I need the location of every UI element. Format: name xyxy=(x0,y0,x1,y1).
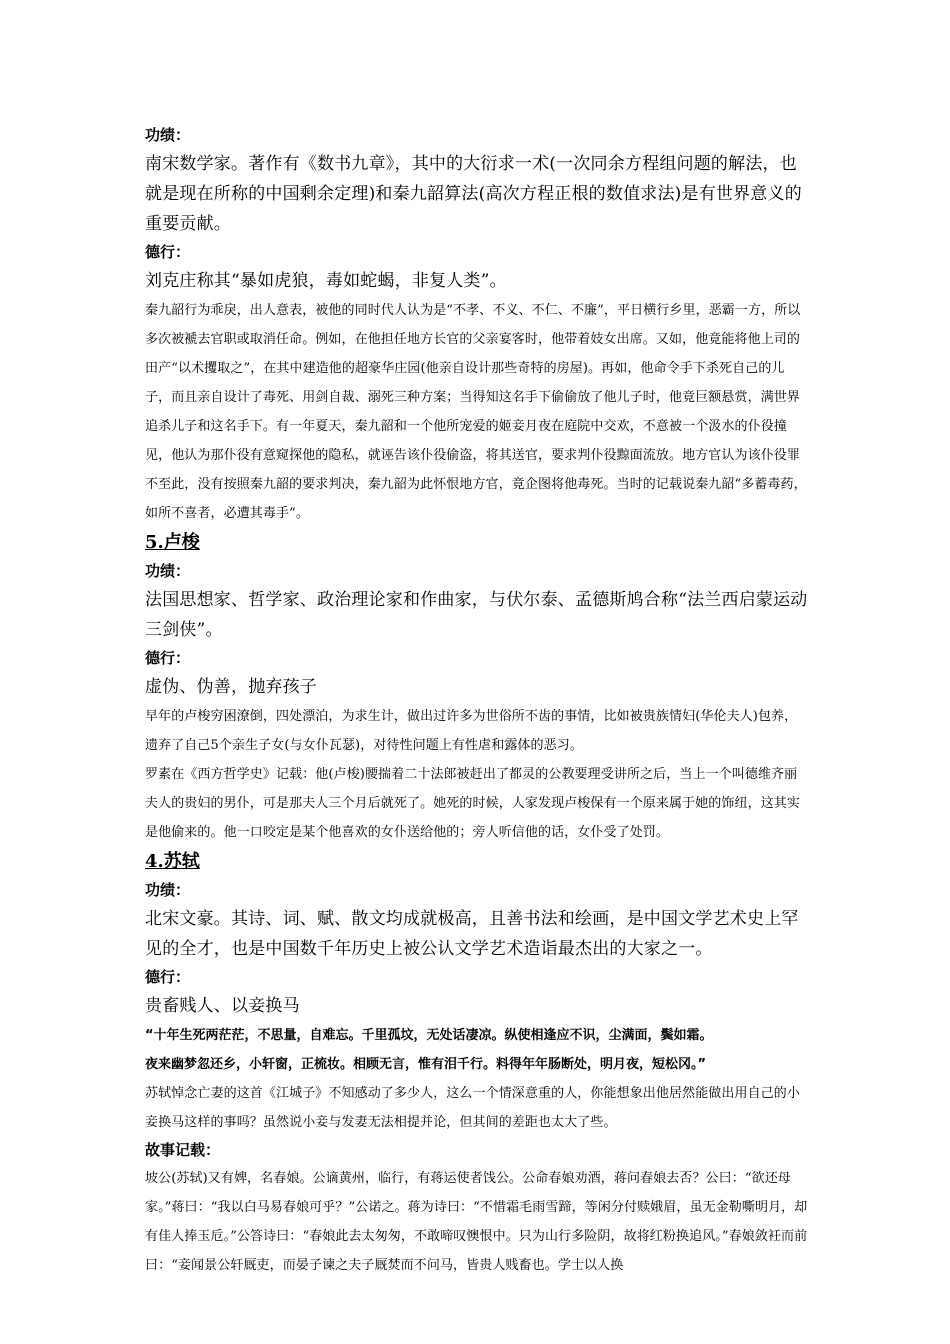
document-page xyxy=(145,122,810,1280)
rousseau-heading: 5.卢梭 xyxy=(145,532,200,553)
sushi-poem-line-2: 夜来幽梦忽还乡，小轩窗，正梳妆。相顾无言，惟有泪千行。料得年年肠断处，明月夜，短松冈。” xyxy=(145,1057,707,1072)
sushi-heading: 4.苏轼 xyxy=(145,851,200,872)
rousseau-virtue-label: 德行： xyxy=(145,649,191,667)
qin-virtue-label: 德行： xyxy=(145,243,191,261)
qin-merit-text: 南宋数学家。著作有《数书九章》，其中的大衍求一术(一次同余方程组问题的解法，也就是现在所称的中国剩余定理)和秦九韶算法(高次方程正根的数值求法)是有世界意义的重要贡献。 xyxy=(145,154,802,234)
qin-merit-label: 功绩： xyxy=(145,126,191,144)
sushi-virtue-label: 德行： xyxy=(145,968,191,986)
rousseau-merit-label: 功绩： xyxy=(145,562,191,580)
rousseau-detail-1: 早年的卢梭穷困潦倒，四处漂泊，为求生计，做出过许多为世俗所不齿的事情，比如被贵族情妇(华伦夫人)包养，遗弃了自己5个亲生子女(与女仆瓦瑟)，对待性问题上有性虐和露体的恶习。 xyxy=(145,709,798,753)
rousseau-detail-2: 罗素在《西方哲学史》记载：他(卢梭)腰揣着二十法郎被赶出了都灵的公教要理受讲所之后，当上一个叫德维齐丽夫人的贵妇的男仆，可是那夫人三个月后就死了。她死的时候，人家发现卢梭保有一个原来属于她的饰纽，这其实是他偷来的。他一口咬定是某个他喜欢的女仆送给他的；旁人听信他的话，女仆受了处罚。 xyxy=(145,767,801,840)
sushi-commentary: 苏轼悼念亡妻的这首《江城子》不知感动了多少人，这么一个情深意重的人，你能想象出他居然能做出用自己的小妾换马这样的事吗？虽然说小妾与发妻无法相提并论，但其间的差距也太大了些。 xyxy=(145,1086,801,1130)
sushi-merit-label: 功绩： xyxy=(145,881,191,899)
qin-virtue-detail: 秦九韶行为乖戾，出人意表，被他的同时代人认为是“不孝、不义、不仁、不廉”，平日横行乡里，恶霸一方，所以多次被褫去官职或取消任命。例如，在他担任地方长官的父亲宴客时，他带着妓女出席。又如，他竟能将他上司的田产“以术攫取之”，在其中建造他的超豪华庄园(他亲自设计那些奇特的房屋)。再如，他命令手下杀死自己的儿子，而且亲自设计了毒死、用剑自裁、溺死三种方案；当得知这名手下偷偷放了他儿子时，他竟巨额悬赏，满世界追杀儿子和这名手下。有一年夏天，秦九韶和一个他所宠爱的姬妾月夜在庭院中交欢，不意被一个汲水的仆役撞见，他认为那仆役有意窥探他的隐私，就诬告该仆役偷盗，将其送官，要求判仆役黥面流放。地方官认为该仆役罪不至此，没有按照秦九韶的要求判决，秦九韶为此怀恨地方官，竟企图将他毒死。当时的记载说秦九韶“多蓄毒药，如所不喜者，必遭其毒手”。 xyxy=(145,303,807,521)
sushi-virtue-summary: 贵畜贱人、以妾换马 xyxy=(145,996,300,1016)
sushi-story-label: 故事记载： xyxy=(145,1141,221,1159)
qin-virtue-summary: 刘克庄称其“暴如虎狼，毒如蛇蝎，非复人类”。 xyxy=(145,271,507,291)
rousseau-virtue-summary: 虚伪、伪善，抛弃孩子 xyxy=(145,677,317,697)
sushi-story-text: 坡公(苏轼)又有婢，名春娘。公谪黄州，临行，有蒋运使者饯公。公命春娘劝酒，蒋问春娘去否？公曰：“欲还母家。”蒋曰：“我以白马易春娘可乎？”公诺之。蒋为诗曰：“不惜霜毛雨雪蹄，等闲分付赎娥眉，虽无金勒嘶明月，却有佳人捧玉卮。”公答诗曰：“春娘此去太匆匆，不敢啼叹懊恨中。只为山行多险阴，故将红粉换追风。”春娘敛衽而前曰：“妾闻景公轩厩吏，而晏子谏之夫子厩焚而不问马，皆贵人贱畜也。学士以人换 xyxy=(145,1171,808,1273)
sushi-merit-text: 北宋文豪。其诗、词、赋、散文均成就极高，且善书法和绘画，是中国文学艺术史上罕见的全才，也是中国数千年历史上被公认文学艺术造诣最杰出的大家之一。 xyxy=(145,909,799,959)
sushi-poem-line-1: “十年生死两茫茫，不思量，自难忘。千里孤坟，无处话凄凉。纵使相逢应不识，尘满面，鬓如霜。 xyxy=(145,1028,713,1043)
rousseau-merit-text: 法国思想家、哲学家、政治理论家和作曲家，与伏尔泰、孟德斯鸠合称“法兰西启蒙运动三剑侠”。 xyxy=(145,590,808,640)
